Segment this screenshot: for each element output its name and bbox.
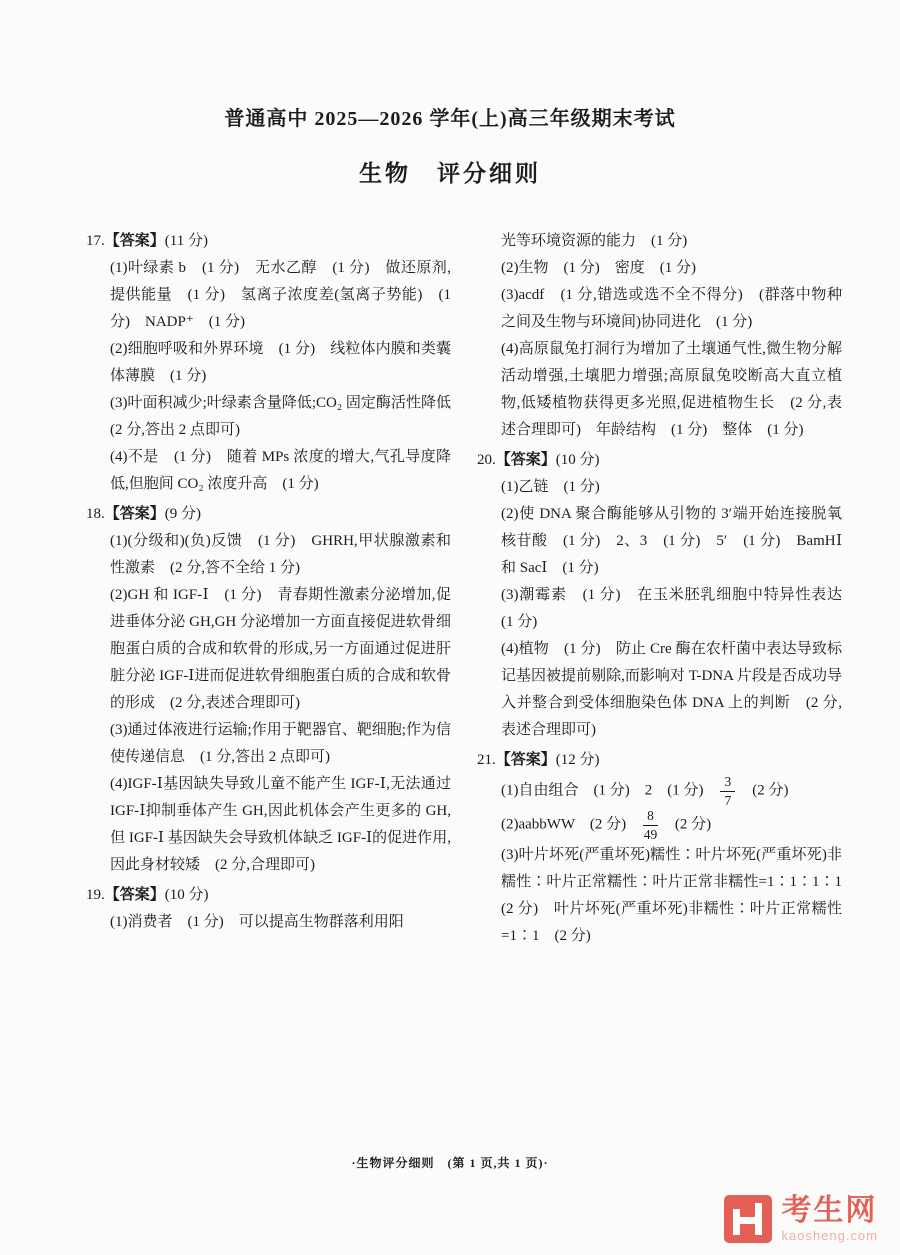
answer-paragraph: (1)叶绿素 b (1 分) 无水乙醇 (1 分) 做还原剂,提供能量 (1 分) 氢离子浓度差(氢离子势能) (1 分) NADP⁺ (1 分) bbox=[110, 260, 451, 330]
answer-label: 【答案】 bbox=[495, 452, 556, 468]
answer-paragraph: (4)高原鼠兔打洞行为增加了土壤通气性,微生物分解活动增强,土壤肥力增强;高原鼠兔咬断高大直立植物,低矮植物获得更多光照,促进植物生长 (2 分,表述合理即可) 年龄结构 (1 分) 整体 (1 分) bbox=[501, 341, 842, 438]
answer-paragraph: (2)细胞呼吸和外界环境 (1 分) 线粒体内膜和类囊体薄膜 (1 分) bbox=[110, 341, 451, 384]
answer-paragraph: (3)潮霉素 (1 分) 在玉米胚乳细胞中特异性表达 (1 分) bbox=[501, 587, 858, 630]
answer-paragraph: (2)使 DNA 聚合酶能够从引物的 3′端开始连接脱氧核苷酸 (1 分) 2、3 (1 分) 5′ (1 分) BamHⅠ和 SacⅠ (1 分) bbox=[501, 506, 842, 576]
question-21-header bbox=[477, 747, 842, 774]
paragraph-text: (2 分) bbox=[737, 782, 789, 799]
answer-paragraph: (3)叶面积减少;叶绿素含量降低;CO₂ 固定酶活性降低 (2 分,答出 2 点即可) bbox=[110, 395, 467, 438]
paragraph-text: (2)aabbWW (2 分) bbox=[501, 816, 642, 833]
right-column bbox=[477, 228, 858, 950]
answer-paragraph: (1)(分级和)(负)反馈 (1 分) GHRH,甲状腺激素和性激素 (2 分,答不全给 1 分) bbox=[110, 533, 451, 576]
question-number: 18. bbox=[86, 506, 105, 522]
question-score: (11 分) bbox=[164, 233, 208, 249]
question-19-header bbox=[86, 882, 451, 909]
answer-paragraph-continuation: 光等环境资源的能力 (1 分) bbox=[501, 233, 688, 249]
question-score: (9 分) bbox=[164, 506, 202, 522]
question-20-header bbox=[477, 447, 842, 474]
answer-paragraph: (4)植物 (1 分) 防止 Cre 酶在农杆菌中表达导致标记基因被提前剔除,而影响对 T-DNA 片段是否成功导入并整合到受体细胞染色体 DNA 上的判断 (2 分,表述合理即可) bbox=[501, 641, 842, 738]
answer-paragraph: (2)GH 和 IGF-Ⅰ (1 分) 青春期性激素分泌增加,促进垂体分泌 GH,GH 分泌增加一方面直接促进软骨细胞蛋白质的合成和软骨的形成,另一方面通过促进肝脏分泌 IGF-Ⅰ进而促进软骨细胞蛋白质的合成和软骨的形成 (2 分,表述合理即可) bbox=[110, 587, 451, 711]
fraction bbox=[718, 774, 737, 808]
answer-label: 【答案】 bbox=[104, 233, 165, 249]
question-number: 20. bbox=[477, 452, 496, 468]
question-18-header bbox=[86, 501, 451, 528]
content-columns bbox=[0, 228, 900, 950]
fraction-denominator: 49 bbox=[643, 826, 658, 842]
answer-paragraph: (1)消费者 (1 分) 可以提高生物群落利用阳 bbox=[110, 914, 404, 930]
answer-paragraph: (1)乙链 (1 分) bbox=[501, 479, 600, 495]
watermark-site-url: kaosheng.com bbox=[781, 1228, 878, 1243]
answer-label: 【答案】 bbox=[104, 887, 165, 903]
watermark-site-name: 考生网 bbox=[781, 1193, 878, 1227]
answer-label: 【答案】 bbox=[495, 752, 556, 768]
question-score: (10 分) bbox=[555, 452, 600, 468]
answer-paragraph: (3)acdf (1 分,错选或选不全不得分) (群落中物种之间及生物与环境间)协同进化 (1 分) bbox=[501, 287, 842, 330]
watermark-text bbox=[781, 1195, 878, 1244]
kaosheng-logo-icon bbox=[724, 1195, 772, 1243]
document-title: 普通高中 2025—2026 学年(上)高三年级期末考试 bbox=[224, 108, 676, 130]
page-footer: ·生物评分细则 (第 1 页,共 1 页)· bbox=[351, 1156, 549, 1170]
fraction-numerator: 3 bbox=[720, 774, 735, 792]
paragraph-text: (1)自由组合 (1 分) 2 (1 分) bbox=[501, 782, 719, 799]
answer-paragraph: (2)生物 (1 分) 密度 (1 分) bbox=[501, 260, 696, 276]
answer-paragraph: (4)不是 (1 分) 随着 MPs 浓度的增大,气孔导度降低,但胞间 CO₂ 浓度升高 (1 分) bbox=[110, 449, 451, 492]
kaosheng-watermark bbox=[724, 1195, 878, 1244]
question-number: 19. bbox=[86, 887, 105, 903]
answer-paragraph bbox=[501, 808, 842, 842]
answer-label: 【答案】 bbox=[104, 506, 165, 522]
paragraph-text: (2 分) bbox=[659, 816, 712, 833]
fraction-denominator: 7 bbox=[724, 792, 732, 808]
question-17-header bbox=[86, 228, 451, 255]
answer-paragraph: (3)叶片坏死(严重坏死)糯性∶叶片坏死(严重坏死)非糯性∶叶片正常糯性∶叶片正常非糯性=1∶1∶1∶1 (2 分) 叶片坏死(严重坏死)非糯性∶叶片正常糯性=1∶1 (2 分) bbox=[501, 847, 858, 945]
document-subtitle: 生物 评分细则 bbox=[359, 161, 541, 186]
answer-paragraph: (3)通过体液进行运输;作用于靶器官、靶细胞;作为信使传递信息 (1 分,答出 2 点即可) bbox=[110, 722, 451, 765]
answer-paragraph: (4)IGF-Ⅰ基因缺失导致儿童不能产生 IGF-Ⅰ,无法通过 IGF-Ⅰ抑制垂体产生 GH,因此机体会产生更多的 GH,但 IGF-Ⅰ 基因缺失会导致机体缺乏 IGF-Ⅰ的促进作用,因此身材较矮 (2 分,合理即可) bbox=[110, 776, 451, 873]
fraction bbox=[641, 808, 660, 842]
question-number: 17. bbox=[86, 233, 105, 249]
fraction-numerator: 8 bbox=[643, 808, 658, 826]
question-score: (10 分) bbox=[164, 887, 209, 903]
answer-paragraph bbox=[501, 774, 842, 808]
question-score: (12 分) bbox=[555, 752, 600, 768]
left-column bbox=[86, 228, 467, 950]
question-number: 21. bbox=[477, 752, 496, 768]
